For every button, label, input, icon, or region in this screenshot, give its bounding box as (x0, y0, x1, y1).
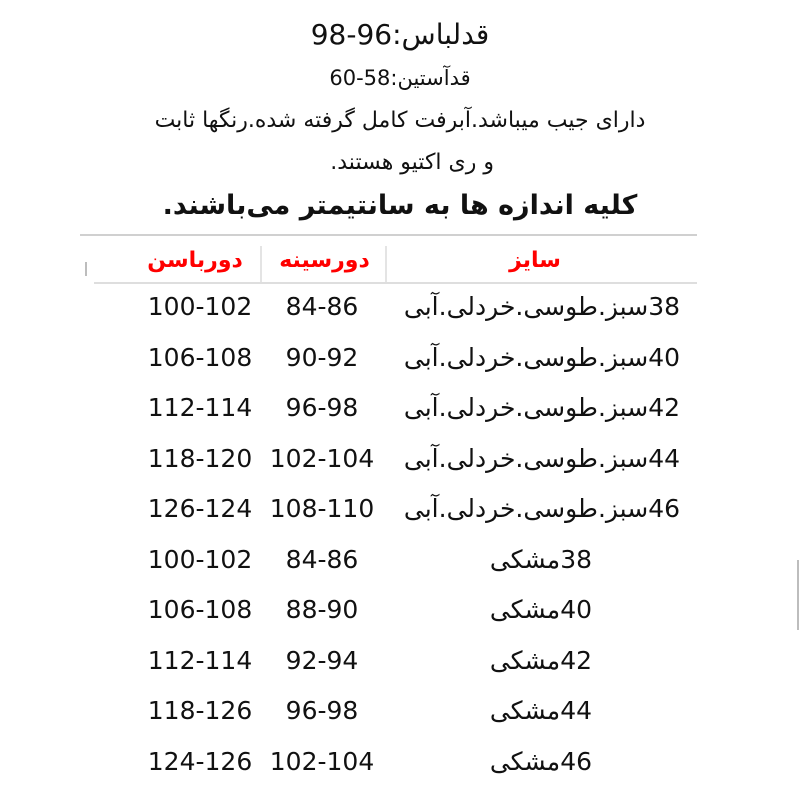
size-color-cell: 42مشکی (489, 645, 592, 675)
chest-cell: 84-86 (285, 544, 359, 574)
size-color-cell: 38مشکی (489, 544, 592, 574)
chest-cell: 92-94 (285, 645, 359, 675)
table-row (0, 747, 800, 797)
column-header-chest: دورسینه (279, 248, 370, 273)
table-row (0, 646, 800, 696)
size-color-cell: 44سبز.طوسی.خردلی.آبی (403, 443, 680, 473)
chest-cell: 90-92 (285, 342, 359, 372)
chest-cell: 96-98 (285, 393, 359, 422)
table-top-divider (80, 234, 697, 236)
table-row (0, 343, 800, 393)
hip-cell: 106-108 (147, 342, 253, 372)
size-color-cell: 46سبز.طوسی.خردلی.آبی (403, 494, 680, 523)
description-line-2-text: و ری اکتیو هستند. (330, 150, 494, 175)
chest-cell: 102-104 (269, 443, 375, 473)
description-line-1: دارای جیب میباشد.آبرفت کامل گرفته شده.رنگها ثابت (154, 108, 646, 133)
chest-cell: 102-104 (269, 746, 375, 776)
table-row (0, 494, 800, 544)
hip-cell: 100-102 (147, 292, 253, 321)
table-row (0, 292, 800, 342)
hip-cell: 100-102 (147, 544, 253, 574)
chest-cell: 84-86 (285, 292, 359, 321)
chest-cell: 108-110 (269, 494, 375, 523)
hip-cell: 112-114 (147, 645, 253, 675)
table-row (0, 595, 800, 645)
hip-cell: 118-126 (147, 696, 253, 725)
size-color-cell: 42سبز.طوسی.خردلی.آبی (403, 393, 680, 422)
table-row (0, 444, 800, 494)
garment-length-title: قدلباس:96-98 (310, 18, 490, 51)
sleeve-length-subtitle: قدآستین:58-60 (329, 66, 471, 90)
size-color-cell: 44مشکی (489, 696, 592, 725)
column-header-size: سایز (509, 248, 561, 273)
size-color-cell: 38سبز.طوسی.خردلی.آبی (403, 292, 680, 321)
chest-cell: 88-90 (285, 595, 359, 624)
table-row (0, 393, 800, 443)
table-header-divider (94, 282, 697, 284)
hip-cell: 112-114 (147, 393, 253, 422)
left-edge-mark (85, 262, 87, 276)
size-color-cell: 40سبز.طوسی.خردلی.آبی (403, 342, 680, 372)
units-note: کلیه اندازه ها به سانتیمتر می‌باشند. (162, 190, 638, 221)
column-header-hip: دورباسن (147, 248, 243, 273)
hip-cell: 126-124 (147, 494, 253, 523)
hip-cell: 118-120 (147, 443, 253, 473)
chest-cell: 96-98 (285, 696, 359, 725)
table-row (0, 545, 800, 595)
hip-cell: 124-126 (147, 746, 253, 776)
table-row (0, 696, 800, 746)
size-color-cell: 46مشکی (489, 746, 592, 776)
hip-cell: 106-108 (147, 595, 253, 624)
size-color-cell: 40مشکی (489, 595, 592, 624)
